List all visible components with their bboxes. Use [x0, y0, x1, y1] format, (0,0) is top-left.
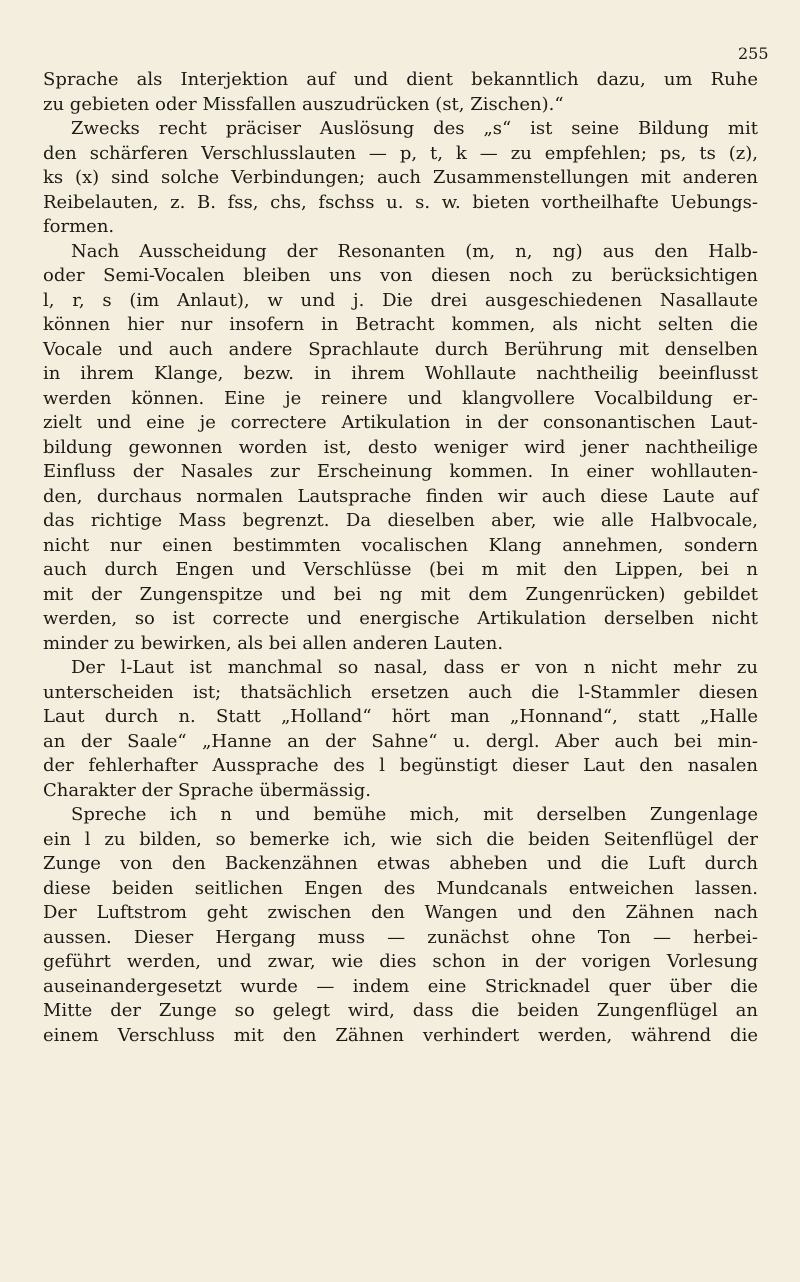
- text-line: auseinandergesetzt wurde — indem eine Stricknadel quer über die: [43, 975, 758, 997]
- text-line: den schärferen Verschlusslauten — p, t, k — zu empfehlen; ps, ts (z),: [43, 142, 758, 164]
- text-line: Zunge von den Backenzähnen etwas abheben und die Luft durch: [43, 853, 758, 874]
- text-line: Einfluss der Nasales zur Erscheinung kommen. In einer wohllauten-: [43, 461, 758, 482]
- text-line: Nach Ausscheidung der Resonanten (m, n, ng) aus den Halb-: [71, 240, 758, 262]
- text-line: mit der Zungenspitze und bei ng mit dem Zungenrücken) gebildet: [43, 583, 758, 605]
- text-line: Der l-Laut ist manchmal so nasal, dass er von n nicht mehr zu: [71, 657, 758, 678]
- text-line: Vocale und auch andere Sprachlaute durch Berührung mit denselben: [43, 338, 758, 360]
- paragraph: [43, 68, 758, 117]
- text-line: werden, so ist correcte und energische Artikulation derselben nicht: [43, 608, 758, 629]
- text-line: können hier nur insofern in Betracht kommen, als nicht selten die: [43, 314, 758, 335]
- text-line: Charakter der Sprache übermässig.: [43, 779, 371, 801]
- text-line: Zwecks recht präciser Auslösung des „s“ ist seine Bildung mit: [71, 118, 758, 139]
- text-line: bildung gewonnen worden ist, desto weniger wird jener nachtheilige: [43, 436, 758, 458]
- text-line: der fehlerhafter Aussprache des l begünstigt dieser Laut den nasalen: [43, 755, 758, 776]
- text-line: ks (x) sind solche Verbindungen; auch Zusammenstellungen mit anderen: [43, 167, 758, 188]
- text-line: auch durch Engen und Verschlüsse (bei m mit den Lippen, bei n: [43, 559, 758, 580]
- paragraph: [43, 803, 758, 1048]
- text-line: den, durchaus normalen Lautsprache finden wir auch diese Laute auf: [43, 485, 758, 507]
- text-line: diese beiden seitlichen Engen des Mundcanals entweichen lassen.: [43, 877, 758, 899]
- paragraph: [43, 656, 758, 803]
- text-line: zu gebieten oder Missfallen auszudrücken (st, Zischen).“: [43, 93, 564, 115]
- text-line: in ihrem Klange, bezw. in ihrem Wohllaute nachtheilig beeinflusst: [43, 363, 758, 384]
- paragraph: [43, 117, 758, 240]
- text-line: ein l zu bilden, so bemerke ich, wie sich die beiden Seitenflügel der: [43, 828, 758, 850]
- paragraph: [43, 240, 758, 657]
- text-line: nicht nur einen bestimmten vocalischen Klang annehmen, sondern: [43, 534, 758, 556]
- text-line: aussen. Dieser Hergang muss — zunächst ohne Ton — herbei-: [43, 926, 758, 948]
- text-line: unterscheiden ist; thatsächlich ersetzen auch die l-Stammler diesen: [43, 681, 758, 703]
- text-line: das richtige Mass begrenzt. Da dieselben aber, wie alle Halbvocale,: [43, 510, 758, 531]
- page-number: 255: [738, 44, 769, 63]
- text-line: l, r, s (im Anlaut), w und j. Die drei ausgeschiedenen Nasallaute: [43, 289, 758, 311]
- text-line: einem Verschluss mit den Zähnen verhindert werden, während die: [43, 1024, 758, 1046]
- text-line: formen.: [43, 216, 115, 237]
- text-line: minder zu bewirken, als bei allen anderen Lauten.: [43, 632, 504, 654]
- body-text: [43, 68, 758, 1048]
- text-line: werden können. Eine je reinere und klangvollere Vocalbildung er-: [43, 387, 758, 409]
- text-line: zielt und eine je correctere Artikulation in der consonantischen Laut-: [43, 412, 758, 433]
- text-line: Reibelauten, z. B. fss, chs, fschss u. s. w. bieten vortheilhafte Uebungs-: [43, 191, 758, 213]
- text-line: Sprache als Interjektion auf und dient bekanntlich dazu, um Ruhe: [43, 69, 758, 90]
- text-line: an der Saale“ „Hanne an der Sahne“ u. dergl. Aber auch bei min-: [43, 730, 758, 752]
- text-line: Mitte der Zunge so gelegt wird, dass die beiden Zungenflügel an: [43, 1000, 758, 1021]
- text-line: oder Semi-Vocalen bleiben uns von diesen noch zu berücksichtigen: [43, 265, 758, 286]
- text-line: Der Luftstrom geht zwischen den Wangen und den Zähnen nach: [43, 902, 758, 923]
- text-line: Laut durch n. Statt „Holland“ hört man „Honnand“, statt „Halle: [43, 706, 758, 727]
- text-line: geführt werden, und zwar, wie dies schon in der vorigen Vorlesung: [43, 951, 758, 972]
- text-line: Spreche ich n und bemühe mich, mit derselben Zungenlage: [71, 804, 758, 825]
